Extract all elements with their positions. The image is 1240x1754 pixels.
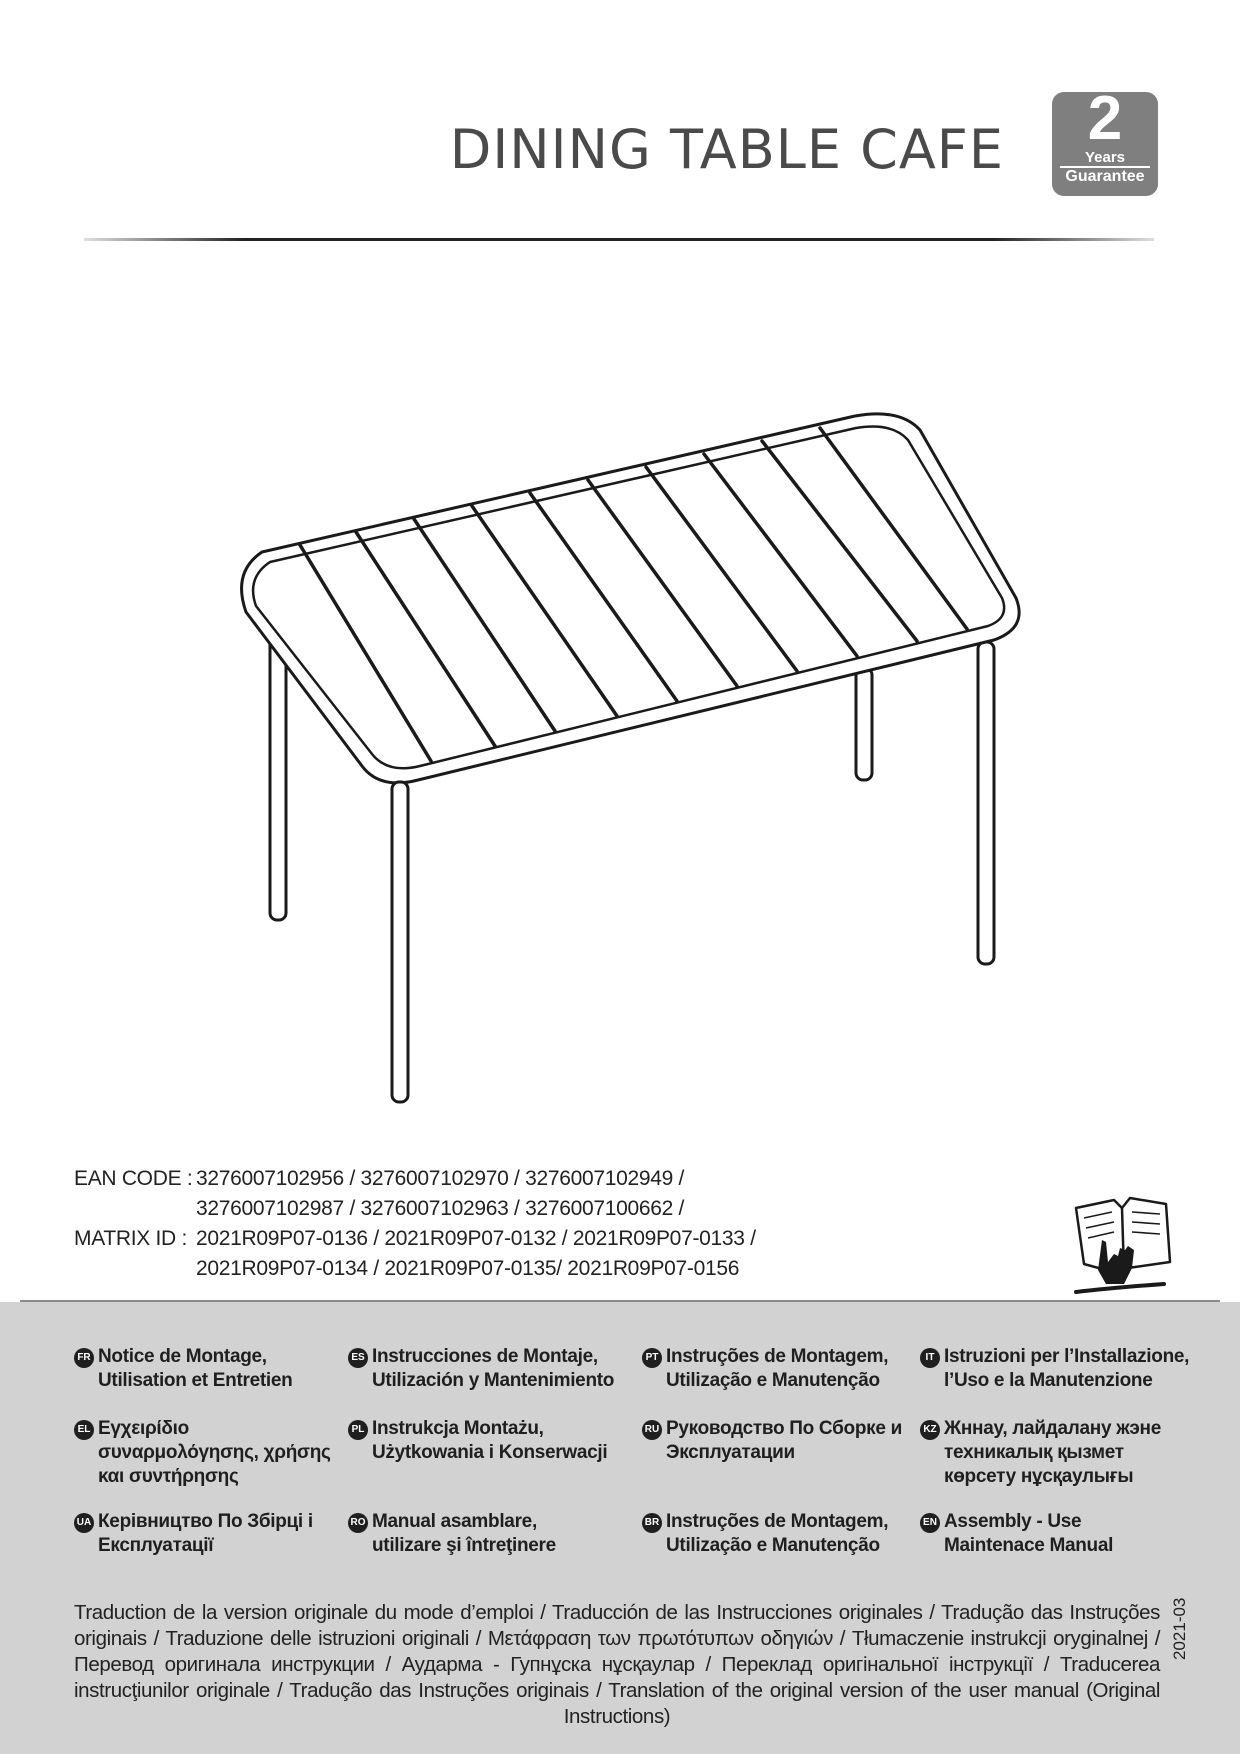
lang-code-badge: KZ xyxy=(920,1420,940,1440)
lang-title: Notice de Montage, Utilisation et Entretien xyxy=(98,1346,293,1391)
header-divider xyxy=(84,238,1154,241)
lang-br xyxy=(642,1510,888,1558)
lang-it xyxy=(920,1345,1189,1393)
guarantee-years-label: Years xyxy=(1084,149,1126,166)
matrix-ids-line-2: 2021R09P07-0134 / 2021R09P07-0135/ 2021R09P07-0156 xyxy=(196,1257,740,1280)
lang-title: Руководство По Сборке и Эксплуатации xyxy=(666,1418,902,1463)
table-leg-back-right xyxy=(856,668,872,780)
lang-title: Жннау, лайдалану жэне техникалық қызмет көрсету нұсқаулығы xyxy=(944,1418,1161,1487)
lang-en xyxy=(920,1510,1113,1558)
lang-pt xyxy=(642,1345,888,1393)
table-illustration-icon xyxy=(0,380,1240,1120)
lang-fr xyxy=(74,1345,292,1393)
matrix-ids-line-1: 2021R09P07-0136 / 2021R09P07-0132 / 2021R09P07-0133 / xyxy=(196,1227,756,1250)
lang-title: Instruções de Montagem, Utilização e Manutenção xyxy=(666,1511,889,1556)
ean-codes-line-1: 3276007102956 / 3276007102970 / 3276007102949 / xyxy=(196,1167,685,1190)
document-title: DINING TABLE CAFE xyxy=(449,118,1004,181)
guarantee-badge xyxy=(1052,84,1158,196)
lang-title: Instrukcja Montażu, Użytkowania i Konserwacji xyxy=(372,1418,608,1463)
lang-title: Instruções de Montagem, Utilização e Manutenção xyxy=(666,1346,889,1391)
lang-title: Εγχειρίδιο συναρμολόγησης, χρήσης και συντήρησης xyxy=(98,1418,331,1487)
table-leg-front-left xyxy=(392,782,408,1102)
lang-title: Керівництво По Збірці і Експлуатації xyxy=(98,1511,313,1556)
lang-pl xyxy=(348,1417,607,1465)
lang-code-badge: UA xyxy=(74,1513,94,1533)
lang-ro xyxy=(348,1510,556,1558)
lang-es xyxy=(348,1345,614,1393)
lang-code-badge: EL xyxy=(74,1420,94,1440)
ean-label: EAN CODE : xyxy=(74,1167,193,1190)
lang-code-badge: PL xyxy=(348,1420,368,1440)
lang-code-badge: FR xyxy=(74,1348,94,1368)
lang-title: Manual asamblare, utilizare şi întreţinere xyxy=(372,1511,556,1556)
guarantee-label: Guarantee xyxy=(1065,168,1145,185)
lang-code-badge: IT xyxy=(920,1348,940,1368)
translation-notice: Traduction de la version originale du mode d’emploi / Traducción de las Instrucciones originales / Tradução das Instruções originais / Traduzione delle istruzioni originali / Μετάφραση των πρωτότυπων οδηγιών / Tłumaczenie instrukcji oryginalnej / Перевод оригинала инструкции / Аударма - Гупнұска нұсқаулар / Переклад оригінальної інструкції / Traducerea instrucţiunilor originale / Tradução das Instruções originais / Translation of the original version of the user manual (Original Instructions) xyxy=(74,1601,1160,1728)
lang-code-badge: EN xyxy=(920,1513,940,1533)
lang-kz xyxy=(920,1417,1161,1489)
table-top xyxy=(242,414,1020,783)
product-codes xyxy=(74,1164,756,1284)
lang-code-badge: PT xyxy=(642,1348,662,1368)
lang-title: Istruzioni per l’Installazione, l’Uso e la Manutenzione xyxy=(944,1346,1190,1391)
table-leg-front-right xyxy=(978,642,994,964)
guarantee-years-number: 2 xyxy=(1087,84,1123,153)
lang-el xyxy=(74,1417,331,1489)
lang-title: Assembly - Use Maintenace Manual xyxy=(944,1511,1114,1556)
lang-ru xyxy=(642,1417,902,1465)
lang-code-badge: RO xyxy=(348,1513,368,1533)
lang-code-badge: BR xyxy=(642,1513,662,1533)
lang-code-badge: RU xyxy=(642,1420,662,1440)
matrix-label: MATRIX ID : xyxy=(74,1227,187,1250)
lang-title: Instrucciones de Montaje, Utilización y Mantenimiento xyxy=(372,1346,615,1391)
lang-ua xyxy=(74,1510,313,1558)
publication-date: 2021-03 xyxy=(1170,1597,1189,1660)
read-manual-icon xyxy=(1070,1190,1180,1300)
lang-code-badge: ES xyxy=(348,1348,368,1368)
ean-codes-line-2: 3276007102987 / 3276007102963 / 3276007100662 / xyxy=(196,1197,685,1220)
